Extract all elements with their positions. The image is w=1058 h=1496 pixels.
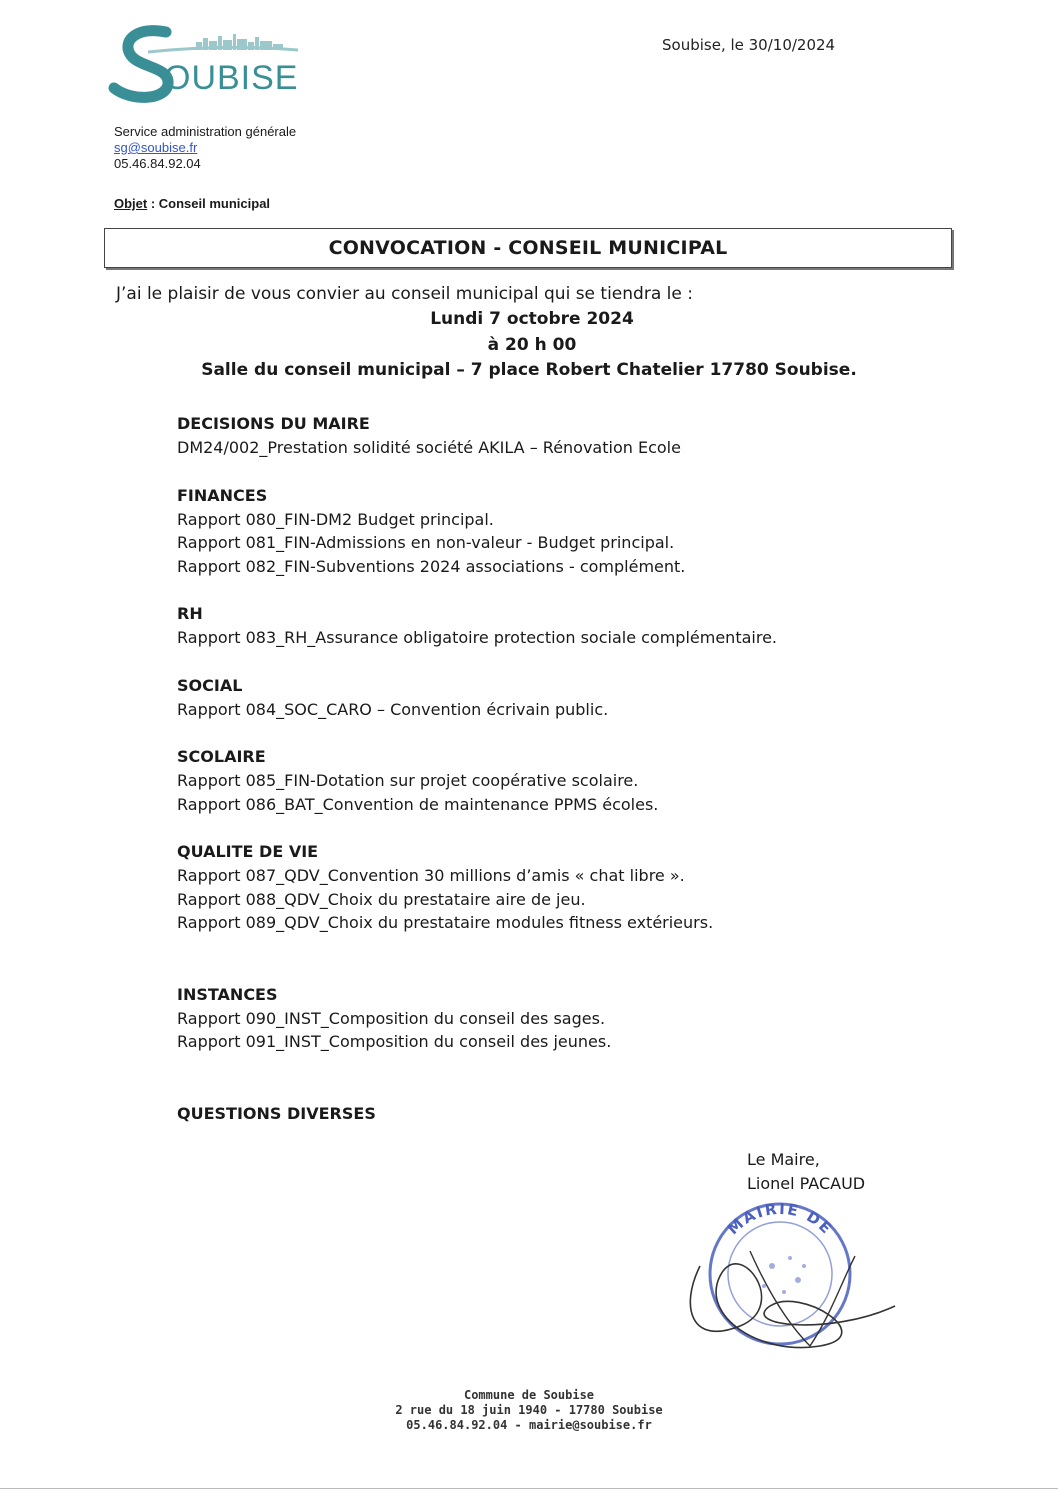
intro-text: J’ai le plaisir de vous convier au conseil municipal qui se tiendra le :: [116, 284, 693, 304]
meeting-date: Lundi 7 octobre 2024: [430, 309, 634, 329]
agenda-section: [177, 840, 777, 935]
agenda-section: [177, 412, 777, 460]
agenda-section: [177, 983, 777, 1054]
agenda-item: Rapport 080_FIN-DM2 Budget principal.: [177, 509, 494, 529]
agenda-item: Rapport 088_QDV_Choix du prestataire aire de jeu.: [177, 889, 586, 909]
sender-block: [114, 124, 296, 172]
page-bottom-divider: [0, 1488, 1058, 1489]
section-heading: QUALITE DE VIE: [177, 842, 319, 861]
agenda-item: Rapport 084_SOC_CARO – Convention écrivain public.: [177, 699, 609, 719]
agenda-item: Rapport 082_FIN-Subventions 2024 associations - complément.: [177, 556, 686, 576]
agenda-item: Rapport 081_FIN-Admissions en non-valeur - Budget principal.: [177, 533, 675, 552]
agenda-item: Rapport 085_FIN-Dotation sur projet coopérative scolaire.: [177, 771, 639, 790]
date-line: Soubise, le 30/10/2024: [662, 36, 836, 54]
agenda: [177, 412, 777, 1126]
soubise-logo-graphic: [108, 22, 318, 107]
svg-text:MAIRIE DE: [724, 1200, 836, 1239]
subject-key: Objet: [114, 196, 148, 211]
service-email-link[interactable]: sg@soubise.fr: [114, 140, 198, 155]
agenda-item: Rapport 090_INST_Composition du conseil des sages.: [177, 1008, 606, 1028]
signature-block: [747, 1148, 865, 1196]
page-footer: [0, 1388, 1058, 1433]
signatory-name: Lionel PACAUD: [747, 1174, 866, 1193]
agenda-section: [177, 484, 777, 579]
agenda-item: DM24/002_Prestation solidité société AKILA – Rénovation Ecole: [177, 438, 681, 457]
footer-line: Commune de Soubise: [463, 1388, 595, 1402]
section-heading: SCOLAIRE: [177, 747, 266, 766]
section-heading: RH: [177, 604, 203, 623]
agenda-section: [177, 745, 777, 816]
service-name: Service administration générale: [114, 124, 297, 139]
agenda-section: [177, 674, 777, 722]
footer-line: 2 rue du 18 juin 1940 - 17780 Soubise: [395, 1403, 663, 1417]
soubise-logo: [108, 22, 318, 107]
logo-text: OUBISE: [164, 59, 299, 97]
agenda-item: Rapport 083_RH_Assurance obligatoire protection sociale complémentaire.: [177, 628, 777, 647]
document-title: CONVOCATION - CONSEIL MUNICIPAL: [328, 237, 728, 259]
agenda-item: Rapport 087_QDV_Convention 30 millions d’amis « chat libre ».: [177, 866, 685, 885]
agenda-section: [177, 1102, 777, 1126]
subject-line: [114, 196, 270, 211]
agenda-section: [177, 602, 777, 650]
section-heading: FINANCES: [177, 485, 268, 505]
title-box: [104, 228, 952, 268]
agenda-item: Rapport 086_BAT_Convention de maintenance PPMS écoles.: [177, 794, 659, 814]
section-heading: DECISIONS DU MAIRE: [177, 414, 370, 433]
meeting-place: Salle du conseil municipal – 7 place Robert Chatelier 17780 Soubise.: [201, 360, 857, 380]
subject-value: : Conseil municipal: [147, 196, 271, 211]
agenda-item: Rapport 091_INST_Composition du conseil des jeunes.: [177, 1032, 612, 1051]
official-stamp-and-signature: [680, 1196, 910, 1366]
section-heading: INSTANCES: [177, 984, 278, 1004]
meeting-time: à 20 h 00: [487, 335, 577, 355]
agenda-item: Rapport 089_QDV_Choix du prestataire modules fitness extérieurs.: [177, 913, 714, 932]
section-heading: SOCIAL: [177, 675, 243, 695]
signatory-role: Le Maire,: [747, 1150, 820, 1169]
footer-line: 05.46.84.92.04 - mairie@soubise.fr: [406, 1418, 652, 1432]
section-heading: QUESTIONS DIVERSES: [177, 1103, 376, 1123]
stamp-text: MAIRIE DE: [723, 1199, 837, 1239]
service-phone: 05.46.84.92.04: [114, 156, 201, 171]
